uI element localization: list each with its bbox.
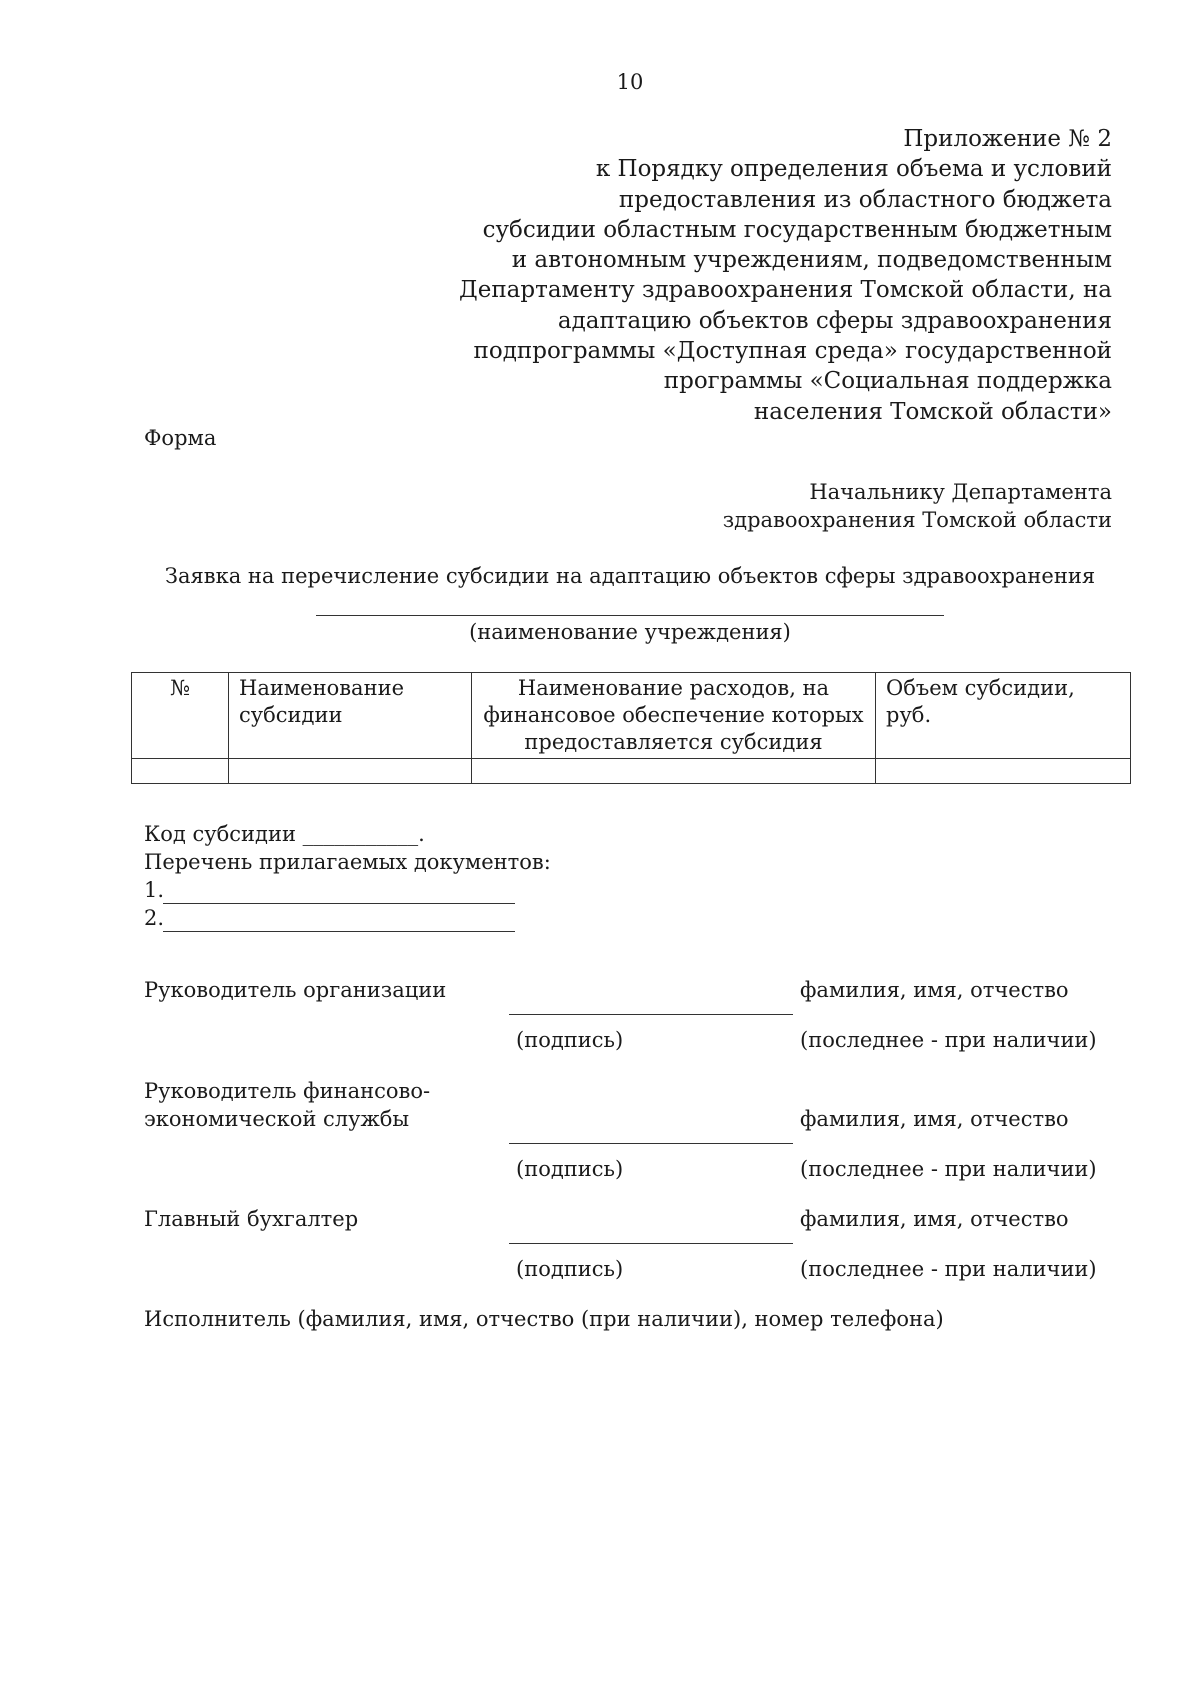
head-note: (последнее - при наличии): [800, 1028, 1097, 1052]
appendix-header: [459, 124, 1112, 427]
table-cell: [472, 759, 876, 784]
table-header-subsidy-name: Наименование субсидии: [229, 673, 472, 759]
table-cell: [132, 759, 229, 784]
appendix-line: программы «Социальная поддержка: [663, 368, 1112, 395]
accountant-note: (последнее - при наличии): [800, 1257, 1097, 1281]
accountant-sign-caption: (подпись): [516, 1257, 624, 1281]
appendix-line: предоставления из областного бюджета: [618, 186, 1112, 213]
appendix-line: Департаменту здравоохранения Томской области, на: [459, 277, 1112, 304]
table-header-expenses: Наименование расходов, на финансовое обеспечение которых предоставляется субсидия: [472, 673, 876, 759]
institution-name-line: [316, 615, 944, 616]
table-cell: [229, 759, 472, 784]
appendix-line: и автономным учреждениям, подведомственным: [511, 247, 1112, 274]
document-item-1: 1.: [144, 878, 165, 902]
finance-sign-caption: (подпись): [516, 1157, 624, 1181]
appendix-line: к Порядку определения объема и условий: [595, 156, 1112, 183]
addressee-line-2: здравоохранения Томской области: [722, 508, 1112, 532]
head-name-caption: фамилия, имя, отчество: [800, 978, 1069, 1002]
form-label: Форма: [144, 426, 217, 450]
institution-caption: (наименование учреждения): [469, 620, 791, 644]
appendix-line: адаптацию объектов сферы здравоохранения: [557, 307, 1112, 334]
appendix-line: населения Томской области»: [753, 398, 1112, 425]
accountant-label: Главный бухгалтер: [144, 1207, 359, 1231]
documents-label: Перечень прилагаемых документов:: [144, 850, 551, 874]
table-header-amount: Объем субсидии, руб.: [876, 673, 1131, 759]
document-title: Заявка на перечисление субсидии на адаптацию объектов сферы здравоохранения: [164, 564, 1096, 588]
page-number: 10: [616, 70, 644, 94]
finance-note: (последнее - при наличии): [800, 1157, 1097, 1181]
table-header-row: [132, 673, 1131, 759]
table-header-number: №: [132, 673, 229, 759]
head-sign-caption: (подпись): [516, 1028, 624, 1052]
addressee-line-1: Начальнику Департамента: [809, 480, 1112, 504]
finance-label-line-2: экономической службы: [144, 1107, 410, 1131]
table-cell: [876, 759, 1131, 784]
appendix-line: подпрограммы «Доступная среда» государственной: [473, 338, 1112, 365]
document-item-2: 2.: [144, 906, 165, 930]
executor-line: Исполнитель (фамилия, имя, отчество (при наличии), номер телефона): [144, 1307, 944, 1331]
accountant-name-caption: фамилия, имя, отчество: [800, 1207, 1069, 1231]
finance-signature-line: [509, 1143, 793, 1144]
head-signature-line: [509, 1014, 793, 1015]
finance-name-caption: фамилия, имя, отчество: [800, 1107, 1069, 1131]
appendix-line: субсидии областным государственным бюджетным: [482, 216, 1112, 243]
subsidy-code: Код субсидии ___________.: [144, 822, 425, 846]
document-item-2-line: [163, 931, 515, 932]
subsidy-table: [131, 672, 1131, 784]
head-label: Руководитель организации: [144, 978, 447, 1002]
finance-label-line-1: Руководитель финансово-: [144, 1079, 431, 1103]
document-item-1-line: [163, 903, 515, 904]
table-row: [132, 759, 1131, 784]
accountant-signature-line: [509, 1243, 793, 1244]
appendix-line: Приложение № 2: [903, 126, 1112, 152]
